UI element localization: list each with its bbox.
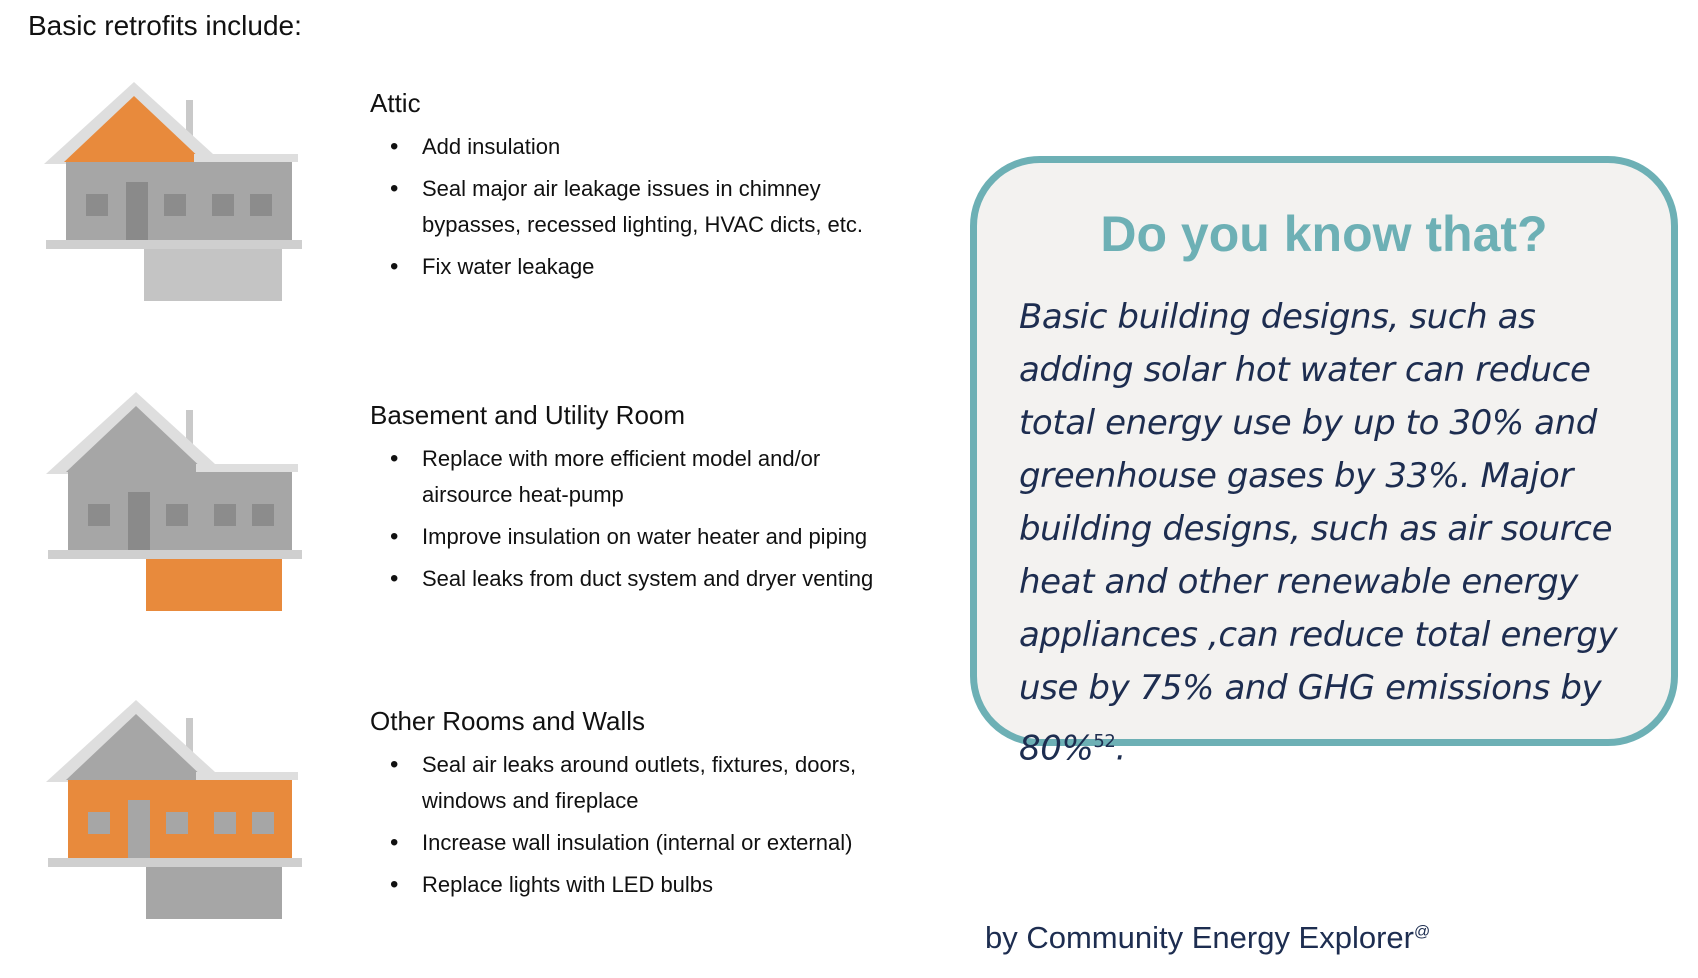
section-title: Attic (370, 88, 421, 118)
house-walls-icon (44, 700, 304, 920)
callout-end: . (1115, 728, 1126, 769)
list-item: • Seal air leaks around outlets, fixtures, doors, windows and fireplace (422, 747, 922, 819)
list-item: • Increase wall insulation (internal or external) (422, 825, 970, 861)
house-attic-icon (44, 82, 304, 302)
bullet-list (370, 747, 970, 903)
list-item: • Fix water leakage (422, 249, 970, 285)
credit-text: by Community Energy Explorer (985, 920, 1414, 955)
list-item: • Replace with more efficient model and/or airsource heat-pump (422, 441, 892, 513)
callout-body (1019, 291, 1641, 775)
list-item: • Seal major air leakage issues in chimney bypasses, recessed lighting, HVAC dicts, etc. (422, 171, 922, 243)
list-item: • Improve insulation on water heater and piping (422, 519, 970, 555)
section-basement (370, 400, 970, 603)
credit-mark: @ (1414, 923, 1431, 941)
footnote-number: 52 (1093, 731, 1116, 752)
list-item: • Seal leaks from duct system and dryer venting (422, 561, 970, 597)
list-item: • Replace lights with LED bulbs (422, 867, 970, 903)
section-attic (370, 88, 970, 291)
bullet-list (370, 441, 970, 597)
callout-text: Basic building designs, such as adding solar hot water can reduce total energy use by up to 30% and greenhouse gases by 33%. Major building designs, such as air source heat and other renewable energy appliances ,can reduce total energy use by 75% and GHG emissions by 80% (1019, 297, 1618, 769)
bullet-list (370, 129, 970, 285)
section-title: Other Rooms and Walls (370, 706, 646, 736)
credit-line (985, 920, 1430, 956)
fact-callout-box (970, 156, 1678, 769)
section-walls (370, 706, 970, 909)
page-heading: Basic retrofits include: (28, 10, 302, 41)
section-title: Basement and Utility Room (370, 400, 686, 430)
callout-title: Do you know that? (1100, 206, 1548, 262)
list-item: • Add insulation (422, 129, 970, 165)
house-basement-icon (44, 392, 304, 612)
